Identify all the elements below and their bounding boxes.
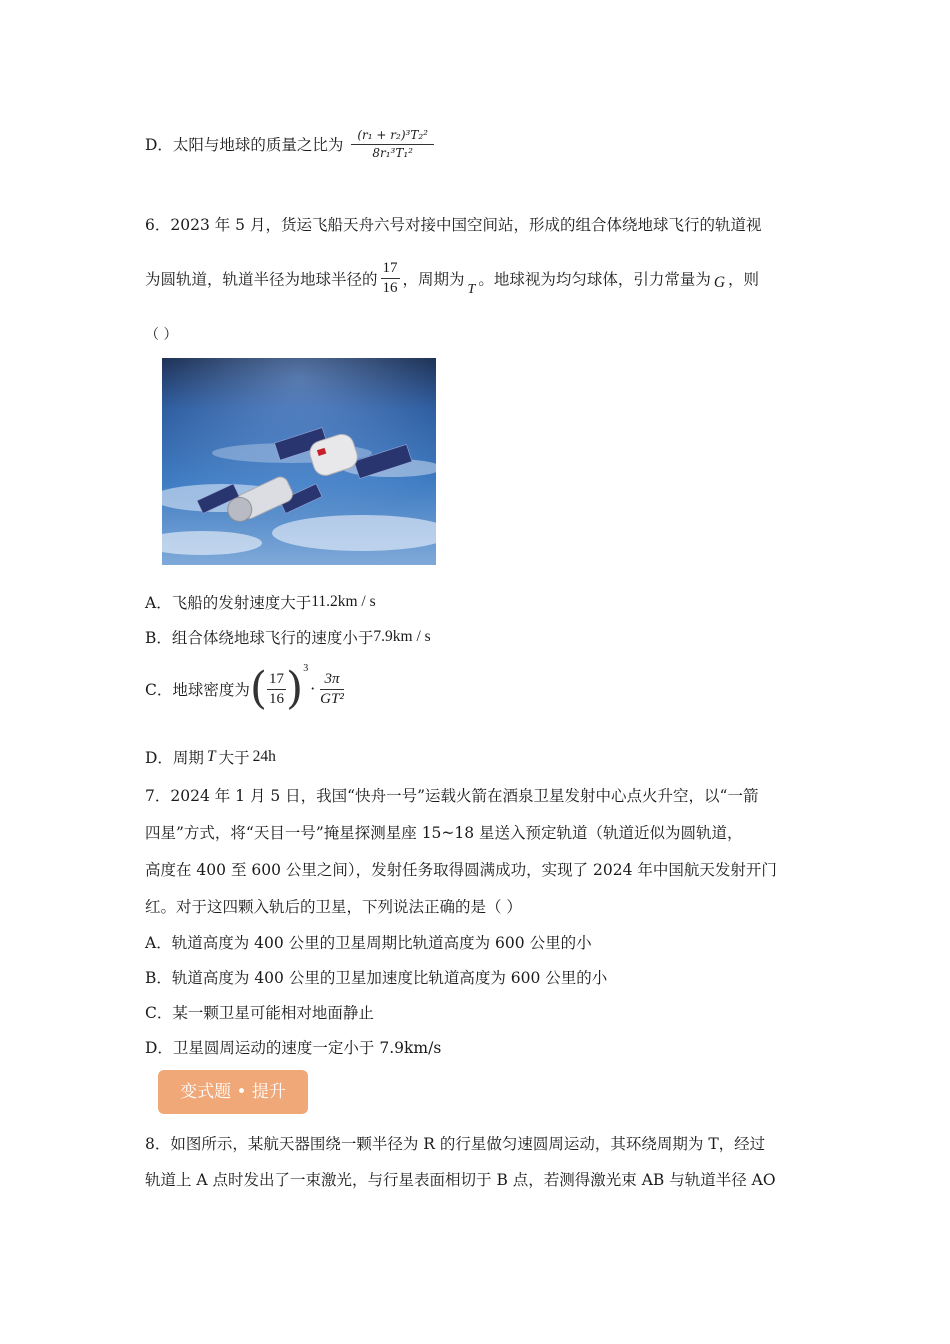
q6-option-d-text-a: D．周期: [145, 749, 204, 767]
q7-stem-line-3: 高度在 400 至 600 公里之间），发射任务取得圆满成功，实现了 2024 年中国航天发射开门: [145, 861, 777, 879]
q6-option-c-dot: ·: [310, 680, 316, 698]
q7-option-b: B．轨道高度为 400 公里的卫星加速度比轨道高度为 600 公里的小: [145, 969, 608, 987]
q6-answer-paren: （ ）: [145, 327, 178, 343]
q6-option-c-density-den: GT²: [320, 690, 344, 707]
q6-option-c-ratio-num: 17: [267, 671, 286, 690]
q6-option-c: [145, 663, 347, 714]
q6-option-a-text: A．飞船的发射速度大于: [145, 594, 312, 612]
q6-option-d-var-T: T: [206, 748, 216, 765]
q7-option-c: C．某一颗卫星可能相对地面静止: [145, 1004, 374, 1022]
q6-ratio-numerator: 17: [381, 260, 400, 279]
q6-option-b: [145, 626, 431, 648]
q5-option-d-fraction: [351, 128, 434, 160]
q6-var-T: T: [467, 281, 476, 297]
q6-option-c-ratio-den: 16: [269, 690, 285, 707]
q6-option-d: [145, 746, 276, 768]
q6-option-c-paren-left: (: [249, 663, 268, 714]
q5-option-d-numerator: (r₁ + r₂)³T₂²: [351, 128, 434, 145]
q6-option-a: [145, 591, 376, 613]
q6-option-d-text-b: 大于: [218, 749, 250, 767]
q7-stem-line-4: 红。对于这四颗入轨后的卫星，下列说法正确的是（ ）: [145, 898, 522, 916]
q6-option-b-text: B．组合体绕地球飞行的速度小于: [145, 629, 374, 647]
space-station-image: [162, 358, 436, 565]
q6-option-d-value: 24h: [252, 748, 276, 765]
q6-ratio-fraction: [381, 260, 400, 297]
q7-stem-line-2: 四星”方式，将“天目一号”掩星探测星座 15~18 星送入预定轨道（轨道近似为圆轨道，: [145, 824, 743, 842]
q7-option-a: A．轨道高度为 400 公里的卫星周期比轨道高度为 600 公里的小: [145, 934, 592, 952]
q6-option-c-exponent: 3: [303, 663, 309, 674]
q6-option-c-text: C．地球密度为: [145, 681, 250, 699]
q6-stem-line-2: [145, 260, 759, 298]
section-badge-variant-advanced: 变式题 • 提升: [158, 1070, 308, 1114]
q7-option-d: D．卫星圆周运动的速度一定小于 7.9km/s: [145, 1039, 442, 1057]
q6-stem-text-c: 。地球视为均匀球体，引力常量为: [478, 270, 711, 289]
q6-stem-text-d: ，则: [728, 270, 760, 289]
q5-option-d: [145, 128, 437, 160]
q6-stem-text-a: 为圆轨道，轨道半径为地球半径的: [145, 270, 378, 289]
q5-option-d-text: D．太阳与地球的质量之比为: [145, 136, 344, 154]
q6-var-G: G: [713, 273, 726, 291]
q6-option-c-ratio: [267, 671, 286, 708]
q6-ratio-denominator: 16: [382, 280, 398, 296]
q8-stem-line-2: 轨道上 A 点时发出了一束激光，与行星表面相切于 B 点，若测得激光束 AB 与轨道半径 AO: [145, 1171, 776, 1189]
q6-option-a-value: 11.2km / s: [311, 593, 376, 610]
q6-option-c-density-num: 3π: [320, 671, 344, 690]
q8-stem-line-1: 8．如图所示，某航天器围绕一颗半径为 R 的行星做匀速圆周运动，其环绕周期为 T，经过: [145, 1135, 766, 1153]
q6-option-c-density-fraction: [320, 671, 344, 708]
q7-stem-line-1: 7．2024 年 1 月 5 日，我国“快舟一号”运载火箭在酒泉卫星发射中心点火升空，以“一箭: [145, 787, 759, 805]
q6-option-c-paren-right: ): [286, 663, 304, 714]
q5-option-d-denominator: 8r₁³T₁²: [372, 146, 413, 160]
q6-option-b-value: 7.9km / s: [373, 628, 431, 645]
q6-stem-text-b: ，周期为: [402, 270, 465, 289]
q6-stem-line-1: 6．2023 年 5 月，货运飞船天舟六号对接中国空间站，形成的组合体绕地球飞行的轨道视: [145, 216, 762, 234]
